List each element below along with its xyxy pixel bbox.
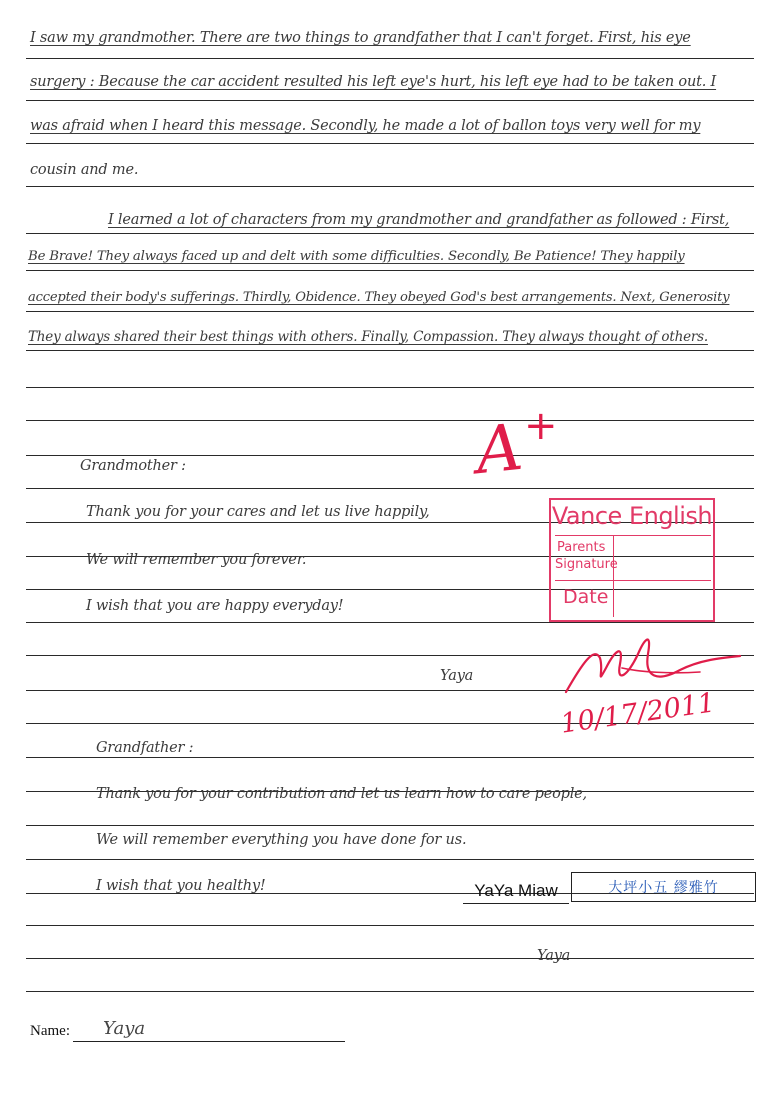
name-field-label: Name: [30, 1023, 70, 1039]
handwritten-line: surgery : Because the car accident resulted his left eye's hurt, his left eye had to be taken out. I [30, 74, 717, 90]
handwritten-signature-text: Yaya [440, 668, 474, 684]
stamp-signature-label: Signature [555, 557, 618, 572]
ruled-line [26, 958, 754, 959]
handwritten-line: I wish that you healthy! [96, 878, 266, 894]
name-field-line [73, 1041, 345, 1042]
ruled-line [26, 991, 754, 992]
school-name-label: 大坪小五 繆雅竹 [571, 872, 756, 902]
handwritten-signature-text: Yaya [537, 948, 571, 964]
handwritten-line: They always shared their best things with others. Finally, Compassion. They always thought of others. [28, 329, 708, 345]
handwritten-line: We will remember everything you have done for us. [96, 832, 467, 848]
handwritten-line: Thank you for your cares and let us live happily, [86, 504, 430, 520]
ruled-line [26, 58, 754, 59]
ruled-line [26, 757, 754, 758]
handwritten-line: We will remember you forever. [86, 552, 307, 568]
handwritten-heading: Grandmother : [80, 458, 186, 474]
ruled-line [26, 270, 754, 271]
ruled-line [26, 420, 754, 421]
parent-signature-stamp [549, 498, 715, 622]
teacher-signature [560, 624, 750, 704]
ruled-line [26, 350, 754, 351]
ruled-line [26, 387, 754, 388]
grade-plus: + [524, 403, 558, 449]
ruled-line [26, 925, 754, 926]
stamp-divider [555, 580, 711, 581]
ruled-line [26, 455, 754, 456]
grade-mark: A [472, 410, 526, 490]
handwritten-line: I saw my grandmother. There are two things to grandfather that I can't forget. First, his eye [30, 30, 691, 46]
ruled-line [26, 311, 754, 312]
handwritten-line: I learned a lot of characters from my grandmother and grandfather as followed : First, [108, 212, 730, 228]
stamp-date-label: Date [563, 586, 609, 608]
student-name-label: YaYa Miaw [463, 879, 569, 904]
ruled-line [26, 488, 754, 489]
handwritten-line: accepted their body's sufferings. Thirdly, Obidence. They obeyed God's best arrangements. Next, Generosity [28, 290, 730, 305]
stamp-divider [613, 535, 614, 617]
teacher-date: 10/17/2011 [558, 687, 718, 740]
name-field-value: Yaya [103, 1018, 146, 1039]
ruled-line [26, 143, 754, 144]
handwritten-line: cousin and me. [30, 162, 139, 178]
ruled-line [26, 186, 754, 187]
stamp-title: Vance English [551, 502, 713, 530]
ruled-line [26, 859, 754, 860]
ruled-line [26, 622, 754, 623]
handwritten-line: Be Brave! They always faced up and delt with some difficulties. Secondly, Be Patience! They happily [28, 249, 685, 264]
stamp-parents-label: Parents [557, 540, 606, 555]
ruled-line [26, 100, 754, 101]
handwritten-heading: Grandfather : [96, 740, 194, 756]
ruled-line [26, 825, 754, 826]
handwritten-line: was afraid when I heard this message. Secondly, he made a lot of ballon toys very well for my [30, 118, 701, 134]
stamp-divider [555, 535, 711, 536]
handwritten-line: I wish that you are happy everyday! [86, 598, 344, 614]
handwritten-line: Thank you for your contribution and let us learn how to care people, [96, 786, 587, 802]
ruled-line [26, 233, 754, 234]
